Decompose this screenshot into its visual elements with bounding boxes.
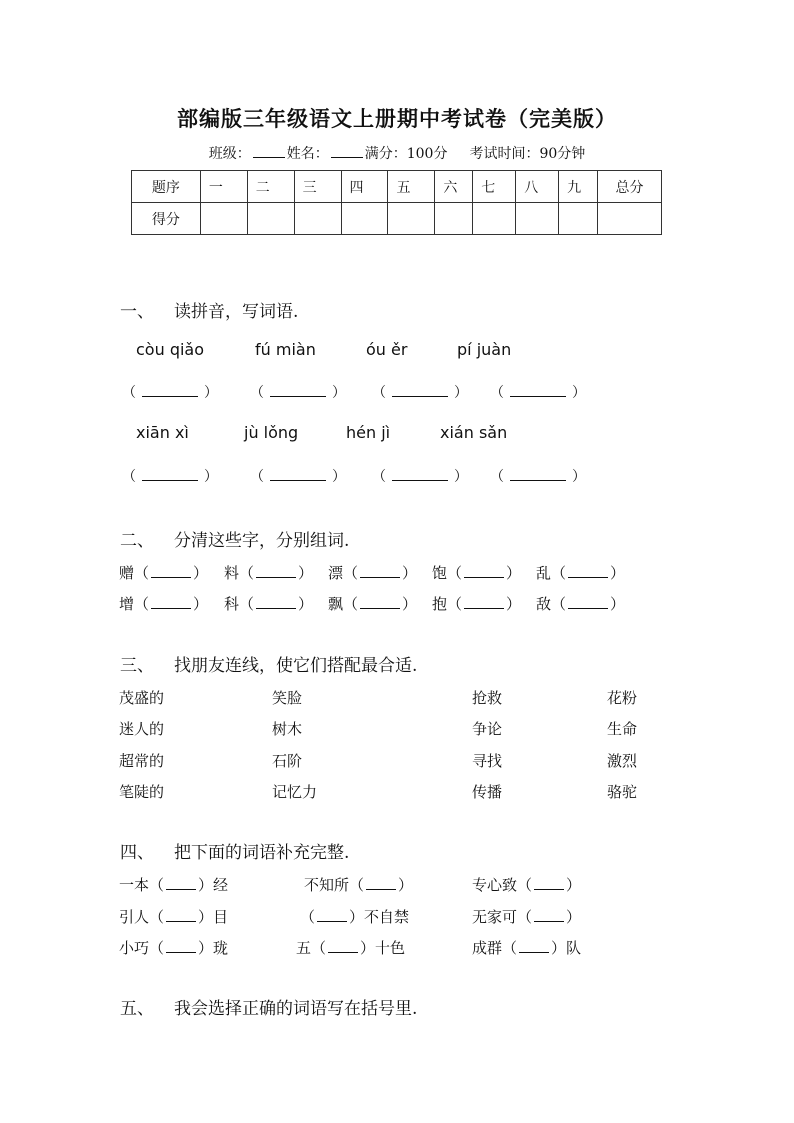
section-title: 把下面的词语补充完整. bbox=[174, 843, 350, 863]
match-word[interactable]: 超常的 bbox=[119, 752, 165, 770]
idiom-item[interactable]: 引人（ ）目 bbox=[119, 908, 229, 926]
match-word[interactable]: 抢救 bbox=[472, 689, 503, 707]
table-header-cell: 二 bbox=[247, 171, 294, 203]
section4-heading bbox=[120, 838, 349, 863]
match-word[interactable]: 争论 bbox=[472, 720, 503, 738]
word-item[interactable]: 科（ ） bbox=[224, 595, 314, 613]
table-header-cell: 四 bbox=[341, 171, 388, 203]
answer-blank[interactable]: （ ） bbox=[490, 469, 586, 485]
pinyin-item: jù lǒng bbox=[244, 423, 299, 442]
class-blank bbox=[253, 145, 285, 158]
answer-blank[interactable]: （ ） bbox=[490, 385, 586, 401]
match-word[interactable]: 茂盛的 bbox=[119, 689, 165, 707]
section-number: 一、 bbox=[120, 302, 154, 322]
score-cell[interactable] bbox=[388, 203, 435, 235]
score-cell[interactable] bbox=[341, 203, 388, 235]
match-word[interactable]: 骆驼 bbox=[607, 783, 638, 801]
match-word[interactable]: 树木 bbox=[272, 720, 303, 738]
idiom-item[interactable]: 成群（ ）队 bbox=[472, 939, 582, 957]
table-header-cell: 八 bbox=[516, 171, 559, 203]
exam-title: 部编版三年级语文上册期中考试卷（完美版） bbox=[177, 106, 617, 131]
exam-info bbox=[0, 143, 794, 163]
word-item[interactable]: 飘（ ） bbox=[328, 595, 418, 613]
answer-blank[interactable]: （ ） bbox=[122, 469, 218, 485]
match-word[interactable]: 激烈 bbox=[607, 752, 638, 770]
section-number: 二、 bbox=[120, 531, 154, 551]
match-word[interactable]: 生命 bbox=[607, 720, 638, 738]
full-score: 满分：100分 bbox=[364, 146, 448, 162]
word-item[interactable]: 抱（ ） bbox=[432, 595, 522, 613]
table-header-cell: 九 bbox=[559, 171, 598, 203]
pinyin-item: còu qiǎo bbox=[136, 340, 205, 359]
answer-blank[interactable]: （ ） bbox=[122, 385, 218, 401]
section-title: 分清这些字，分别组词. bbox=[174, 531, 350, 551]
pinyin-item: fú miàn bbox=[255, 340, 316, 359]
idiom-item[interactable]: 一本（ ）经 bbox=[119, 876, 229, 894]
pinyin-item: pí juàn bbox=[457, 340, 512, 359]
idiom-item[interactable]: 不知所（ ） bbox=[304, 876, 414, 894]
match-word[interactable]: 寻找 bbox=[472, 752, 503, 770]
section-number: 四、 bbox=[120, 843, 154, 863]
table-header-cell: 七 bbox=[473, 171, 516, 203]
name-blank bbox=[331, 145, 363, 158]
answer-blank[interactable]: （ ） bbox=[250, 385, 346, 401]
table-header-cell: 三 bbox=[294, 171, 341, 203]
score-table-header-row bbox=[132, 171, 662, 203]
section5-heading bbox=[120, 994, 417, 1019]
score-table bbox=[131, 170, 662, 235]
table-header-cell: 五 bbox=[388, 171, 435, 203]
section-number: 五、 bbox=[120, 999, 154, 1019]
section3-heading bbox=[120, 651, 417, 676]
answer-blank[interactable]: （ ） bbox=[250, 469, 346, 485]
table-header-cell: 总分 bbox=[598, 171, 662, 203]
idiom-item[interactable]: 无家可（ ） bbox=[472, 908, 582, 926]
match-word[interactable]: 笔陡的 bbox=[119, 783, 165, 801]
word-item[interactable]: 乱（ ） bbox=[536, 564, 626, 582]
table-header-cell: 一 bbox=[200, 171, 247, 203]
word-item[interactable]: 赠（ ） bbox=[119, 564, 209, 582]
score-cell[interactable] bbox=[247, 203, 294, 235]
match-word[interactable]: 迷人的 bbox=[119, 720, 165, 738]
word-item[interactable]: 料（ ） bbox=[224, 564, 314, 582]
idiom-item[interactable]: 专心致（ ） bbox=[472, 876, 582, 894]
section2-heading bbox=[120, 526, 349, 551]
pinyin-item: óu ěr bbox=[366, 340, 408, 359]
score-cell[interactable] bbox=[473, 203, 516, 235]
pinyin-item: xián sǎn bbox=[440, 423, 508, 442]
pinyin-item: xiān xì bbox=[136, 423, 189, 442]
idiom-item[interactable]: （ ）不自禁 bbox=[300, 908, 410, 926]
word-item[interactable]: 增（ ） bbox=[119, 595, 209, 613]
section-title: 找朋友连线，使它们搭配最合适. bbox=[174, 656, 418, 676]
score-cell[interactable] bbox=[516, 203, 559, 235]
section-number: 三、 bbox=[120, 656, 154, 676]
section-title: 我会选择正确的词语写在括号里. bbox=[174, 999, 418, 1019]
match-word[interactable]: 石阶 bbox=[272, 752, 303, 770]
answer-blank[interactable]: （ ） bbox=[372, 469, 468, 485]
score-cell[interactable] bbox=[294, 203, 341, 235]
table-header-cell: 题序 bbox=[132, 171, 201, 203]
section-title: 读拼音，写词语. bbox=[174, 302, 299, 322]
name-label: 姓名： bbox=[286, 146, 329, 162]
exam-time: 考试时间：90分钟 bbox=[469, 146, 586, 162]
score-cell[interactable] bbox=[435, 203, 473, 235]
score-cell[interactable] bbox=[200, 203, 247, 235]
score-cell[interactable] bbox=[598, 203, 662, 235]
pinyin-item: hén jì bbox=[346, 423, 391, 442]
idiom-item[interactable]: 小巧（ ）珑 bbox=[119, 939, 229, 957]
score-cell[interactable] bbox=[559, 203, 598, 235]
table-header-cell: 六 bbox=[435, 171, 473, 203]
word-item[interactable]: 饱（ ） bbox=[432, 564, 522, 582]
score-row-label: 得分 bbox=[132, 203, 201, 235]
match-word[interactable]: 传播 bbox=[472, 783, 503, 801]
idiom-item[interactable]: 五（ ）十色 bbox=[296, 939, 406, 957]
answer-blank[interactable]: （ ） bbox=[372, 385, 468, 401]
match-word[interactable]: 记忆力 bbox=[272, 783, 318, 801]
section1-heading bbox=[120, 297, 298, 322]
word-item[interactable]: 漂（ ） bbox=[328, 564, 418, 582]
match-word[interactable]: 笑脸 bbox=[272, 689, 303, 707]
score-table-score-row bbox=[132, 203, 662, 235]
class-label: 班级： bbox=[208, 146, 251, 162]
word-item[interactable]: 敌（ ） bbox=[536, 595, 626, 613]
match-word[interactable]: 花粉 bbox=[607, 689, 638, 707]
